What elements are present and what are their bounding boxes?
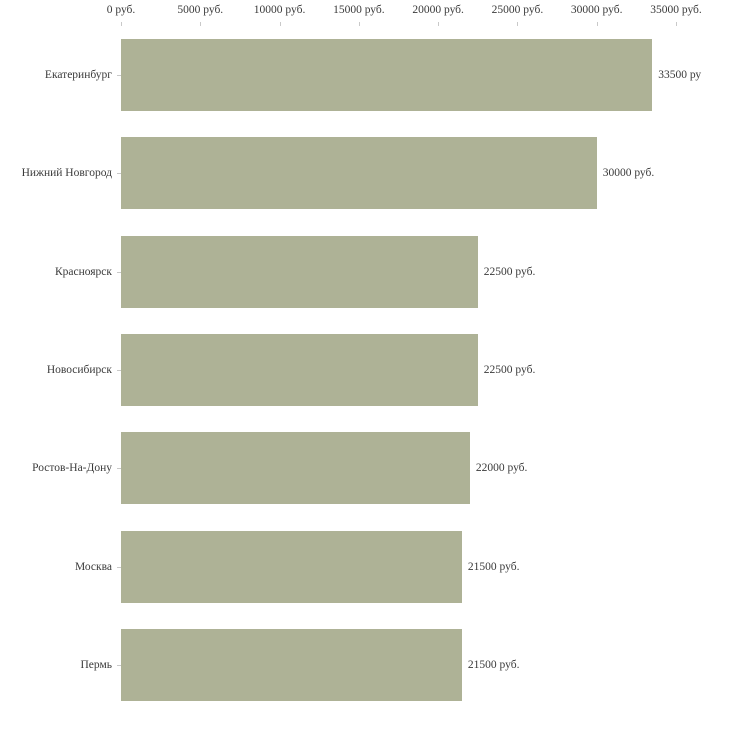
bar-value-label: 22500 руб. [483, 265, 536, 278]
bar[interactable] [121, 334, 478, 406]
x-axis-tick-label: 0 руб. [106, 4, 136, 16]
x-tick-mark [597, 22, 598, 26]
x-axis-tick-label: 25000 руб. [491, 4, 544, 16]
bar-row [0, 334, 730, 406]
bar-value-label: 30000 руб. [602, 167, 655, 180]
bar[interactable] [121, 531, 462, 603]
category-label: Нижний Новгород [21, 167, 112, 180]
bar-row [0, 432, 730, 504]
x-tick-mark [121, 22, 122, 26]
bar[interactable] [121, 39, 652, 111]
x-tick-mark [200, 22, 201, 26]
x-tick-mark [280, 22, 281, 26]
x-axis-tick-label: 35000 руб. [650, 4, 702, 16]
category-label: Ростов-На-Дону [32, 462, 112, 475]
category-label: Красноярск [54, 265, 112, 278]
x-axis-tick-label: 15000 руб. [333, 4, 385, 16]
x-tick-mark [676, 22, 677, 26]
x-axis-tick-label: 20000 руб. [412, 4, 464, 16]
category-label: Москва [74, 560, 112, 573]
bar[interactable] [121, 432, 470, 504]
category-label: Новосибирск [46, 364, 112, 376]
bar[interactable] [121, 236, 478, 308]
bar-row [0, 531, 730, 603]
x-axis-tick-label: 5000 руб. [177, 4, 224, 16]
y-tick-mark [117, 665, 121, 666]
y-tick-mark [117, 370, 121, 371]
x-tick-mark [438, 22, 439, 26]
x-tick-mark [359, 22, 360, 26]
category-label: Пермь [80, 658, 112, 671]
bar-value-label: 33500 ру [658, 69, 702, 82]
y-tick-mark [117, 173, 121, 174]
bar-value-label: 22500 руб. [483, 364, 536, 376]
y-tick-mark [117, 468, 121, 469]
bar-row [0, 236, 730, 308]
bar-value-label: 21500 руб. [467, 658, 520, 671]
y-tick-mark [117, 75, 121, 76]
y-tick-mark [117, 567, 121, 568]
x-axis-tick-label: 30000 руб. [570, 4, 623, 16]
x-axis-tick-label: 10000 руб. [253, 4, 306, 16]
bar-value-label: 21500 руб. [467, 560, 520, 573]
bar-row [0, 137, 730, 209]
bar-row [0, 39, 730, 111]
category-label: Екатеринбург [44, 69, 112, 82]
x-tick-mark [517, 22, 518, 26]
y-tick-mark [117, 272, 121, 273]
bar[interactable] [121, 137, 597, 209]
bar-row [0, 629, 730, 701]
bar-value-label: 22000 руб. [475, 462, 528, 475]
bar[interactable] [121, 629, 462, 701]
